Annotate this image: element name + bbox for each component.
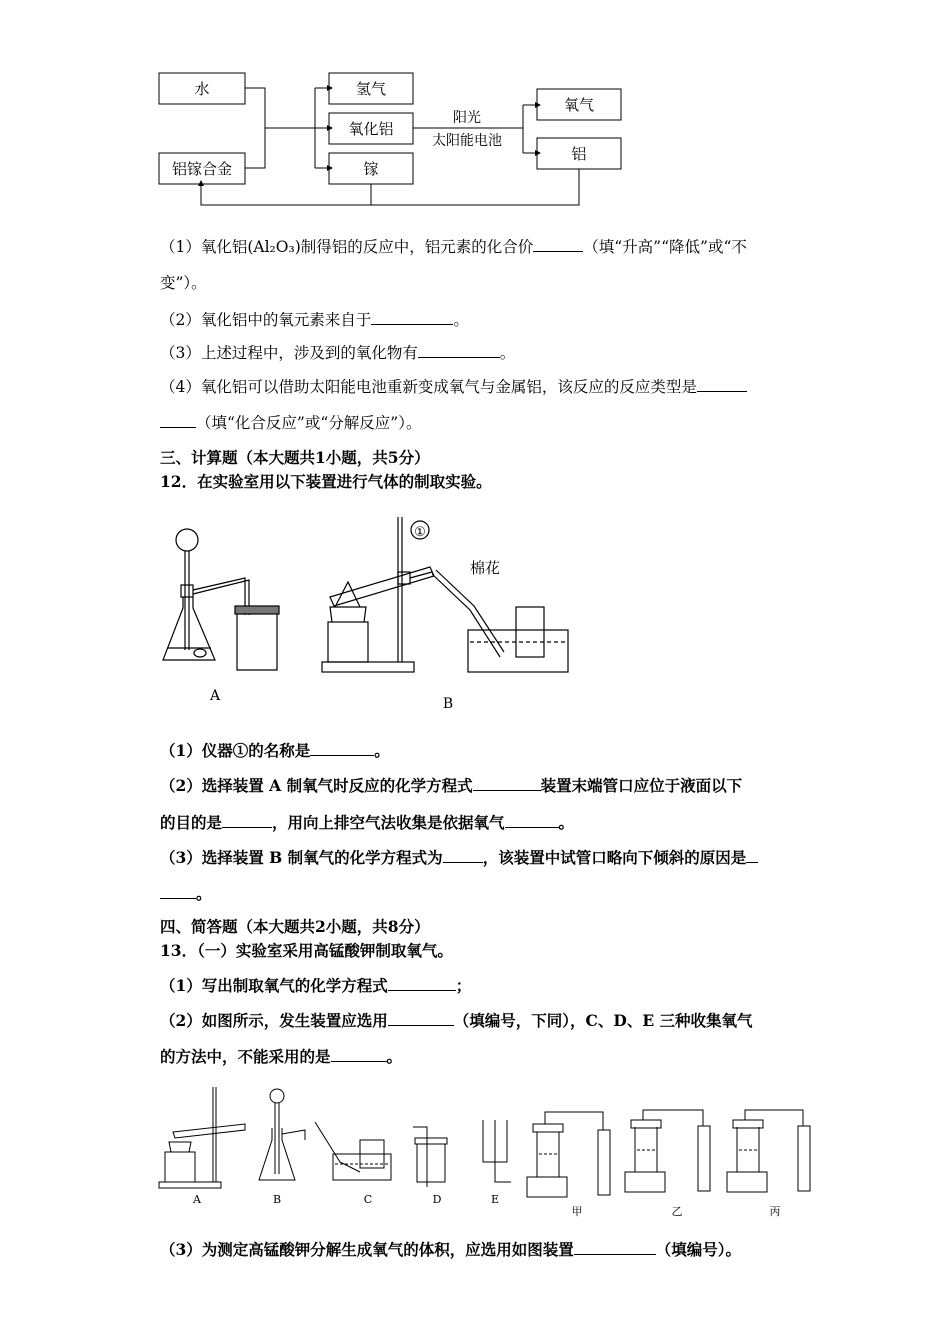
label-13-b: B [272, 1193, 282, 1206]
q12-stem: 12．在实验室用以下装置进行气体的制取实验。 [160, 472, 492, 491]
q13-apparatus-figure [155, 1082, 825, 1222]
q11-part4-cont: （填“化合反应”或“分解反应”）。 [160, 412, 421, 433]
answer-blank[interactable] [746, 847, 758, 863]
apparatus-a-figure [155, 520, 290, 710]
answer-blank[interactable] [222, 812, 272, 828]
label-13-d: D [432, 1193, 442, 1206]
q11-part2: （2）氧化铝中的氧元素来自于 。 [160, 311, 469, 329]
label-circle-1: ① [414, 525, 426, 540]
label-13-a: A [193, 1193, 201, 1206]
text-oxygen: 氧气 [563, 96, 595, 114]
answer-blank[interactable] [310, 740, 374, 756]
text-aluminum: 铝 [571, 145, 587, 163]
text-sunlight: 阳光 [453, 110, 481, 126]
answer-blank[interactable] [443, 847, 483, 863]
apparatus-b-figure [320, 512, 580, 717]
answer-blank[interactable] [574, 1239, 656, 1255]
text-alumina: 氧化铝 [348, 120, 394, 138]
q11-part1-cont: 变”）。 [160, 274, 207, 292]
answer-blank[interactable] [388, 975, 456, 991]
answer-blank[interactable] [160, 412, 196, 428]
text-gallium: 镓 [363, 160, 379, 178]
flow-diagram [155, 65, 630, 210]
answer-blank[interactable] [505, 812, 559, 828]
answer-blank[interactable] [371, 309, 453, 325]
text-solar-cell: 太阳能电池 [432, 133, 502, 149]
label-cotton: 棉花 [470, 559, 501, 577]
answer-blank[interactable] [473, 775, 541, 791]
answer-blank[interactable] [533, 236, 583, 252]
q12-part3-cont: 。 [160, 883, 212, 904]
text-hydrogen: 氢气 [355, 80, 387, 98]
q11-part1: （1）氧化铝(Al₂O₃)制得铝的反应中，铝元素的化合价 （填“升高”“降低”或“不 [160, 238, 747, 256]
section-3-title: 三、计算题（本大题共1小题，共5分） [160, 448, 430, 467]
q13-stem: 13．（一）实验室采用高锰酸钾制取氧气。 [160, 941, 453, 960]
q12-part1: （1）仪器①的名称是 。 [160, 741, 390, 760]
q12-part2: （2）选择装置 A 制氧气时反应的化学方程式 装置末端管口应位于液面以下 [160, 776, 743, 795]
label-13-bing: 丙 [769, 1205, 781, 1218]
q12-part3: （3）选择装置 B 制氧气的化学方程式为 ，该装置中试管口略向下倾斜的原因是 [160, 847, 758, 868]
label-13-yi: 乙 [671, 1205, 683, 1218]
answer-blank[interactable] [697, 376, 747, 392]
text-alloy: 铝镓合金 [171, 160, 233, 178]
q13-part2-cont: 的方法中，不能采用的是 。 [160, 1047, 403, 1066]
q13-part3: （3）为测定高锰酸钾分解生成氧气的体积，应选用如图装置 （填编号）。 [160, 1240, 742, 1259]
label-b: B [442, 696, 454, 712]
answer-blank[interactable] [331, 1046, 387, 1062]
label-a: A [209, 688, 221, 704]
q11-part4: （4）氧化铝可以借助太阳能电池重新变成氧气与金属铝，该反应的反应类型是 [160, 376, 747, 397]
q13-part1: （1）写出制取氧气的化学方程式 ； [160, 976, 472, 995]
q13-part2: （2）如图所示，发生装置应选用 （填编号，下同），C、D、E 三种收集氧气 [160, 1011, 753, 1030]
answer-blank[interactable] [160, 883, 196, 899]
label-13-c: C [363, 1193, 373, 1206]
q12-part2-cont: 的目的是 ，用向上排空气法收集是依据氧气 。 [160, 813, 575, 832]
label-13-e: E [490, 1193, 500, 1206]
answer-blank[interactable] [388, 1010, 454, 1026]
section-4-title: 四、简答题（本大题共2小题，共8分） [160, 917, 430, 936]
label-13-jia: 甲 [571, 1205, 583, 1218]
text-water: 水 [194, 80, 210, 98]
answer-blank[interactable] [418, 342, 500, 358]
q11-part3: （3）上述过程中，涉及到的氧化物有 。 [160, 344, 516, 362]
